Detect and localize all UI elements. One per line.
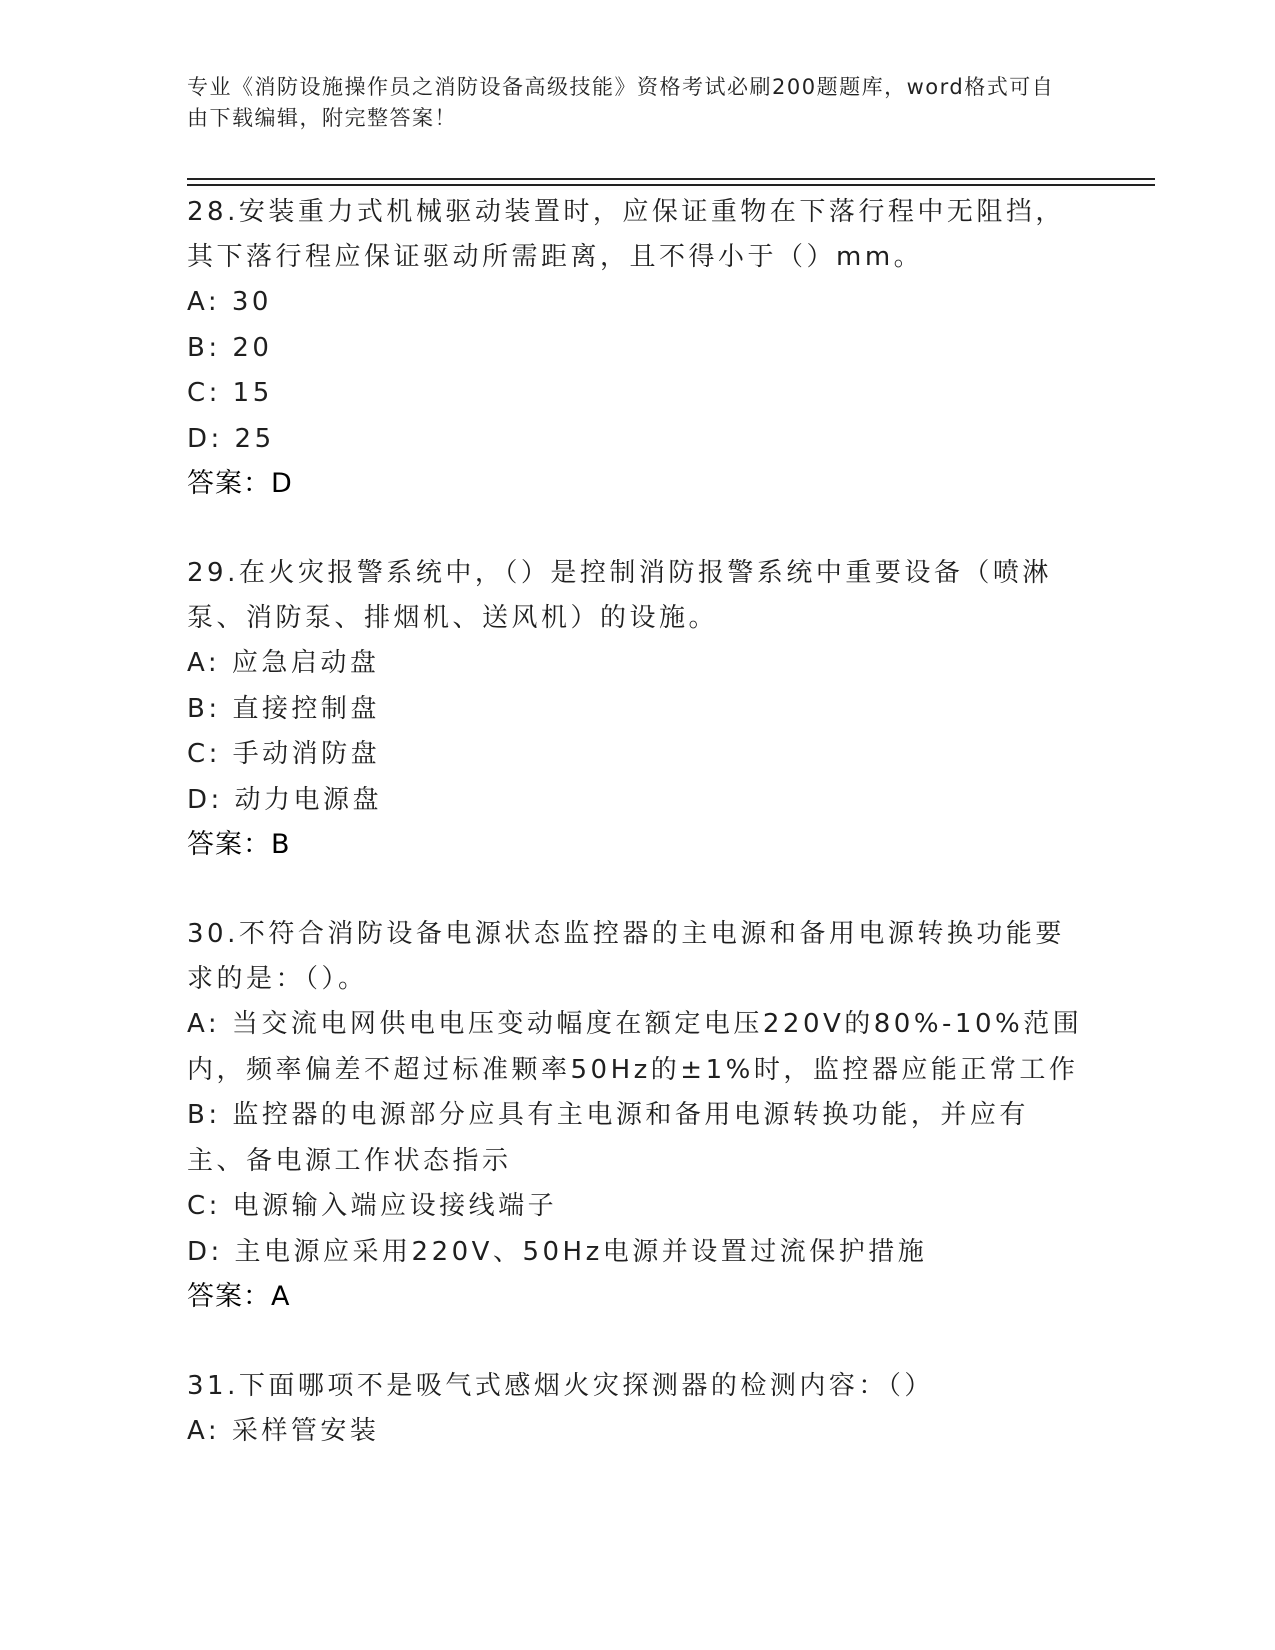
- option-c: C: 15: [187, 378, 273, 408]
- option-b: B: 直接控制盘: [187, 693, 380, 724]
- question-stem: 29.在火灾报警系统中，（）是控制消防报警系统中重要设备（喷淋泵、消防泵、排烟机、送风机）的设施。: [187, 558, 1052, 633]
- question-31: [187, 1364, 1087, 1455]
- question-stem: 30.不符合消防设备电源状态监控器的主电源和备用电源转换功能要求的是：（）。: [187, 919, 1065, 994]
- option-a: A: 采样管安装: [187, 1416, 380, 1446]
- option-b: B: 20: [187, 332, 273, 363]
- option-c: C: 手动消防盘: [187, 739, 381, 769]
- question-29: [187, 551, 1087, 868]
- question-stem: 31.下面哪项不是吸气式感烟火灾探测器的检测内容：（）: [187, 1371, 934, 1401]
- header-divider-bottom: [187, 184, 1155, 186]
- answer-key: 答案：B: [187, 829, 291, 860]
- option-b: B: 监控器的电源部分应具有主电源和备用电源转换功能，并应有主、备电源工作状态指示: [187, 1100, 1029, 1176]
- question-stem: 28.安装重力式机械驱动装置时，应保证重物在下落行程中无阻挡，其下落行程应保证驱动所需距离，且不得小于（）mm。: [187, 197, 1065, 272]
- option-d: D: 主电源应采用220V、50Hz电源并设置过流保护措施: [187, 1236, 928, 1267]
- question-28: [187, 190, 1087, 507]
- option-a: A: 30: [187, 287, 272, 317]
- option-c: C: 电源输入端应设接线端子: [187, 1191, 558, 1221]
- question-30: [187, 912, 1087, 1320]
- header-divider-top: [187, 178, 1155, 180]
- option-d: D: 25: [187, 423, 275, 454]
- document-header: 专业《消防设施操作员之消防设备高级技能》资格考试必刷200题题库，word格式可自由下载编辑，附完整答案！: [187, 75, 1055, 130]
- answer-key: 答案：A: [187, 1281, 291, 1312]
- answer-key: 答案：D: [187, 468, 293, 499]
- option-a: A: 当交流电网供电电压变动幅度在额定电压220V的80%-10%范围内，频率偏差不超过标准颗率50Hz的±1%时，监控器应能正常工作: [187, 1009, 1083, 1085]
- option-d: D: 动力电源盘: [187, 784, 383, 815]
- option-a: A: 应急启动盘: [187, 648, 380, 678]
- question-list: [187, 190, 1087, 1499]
